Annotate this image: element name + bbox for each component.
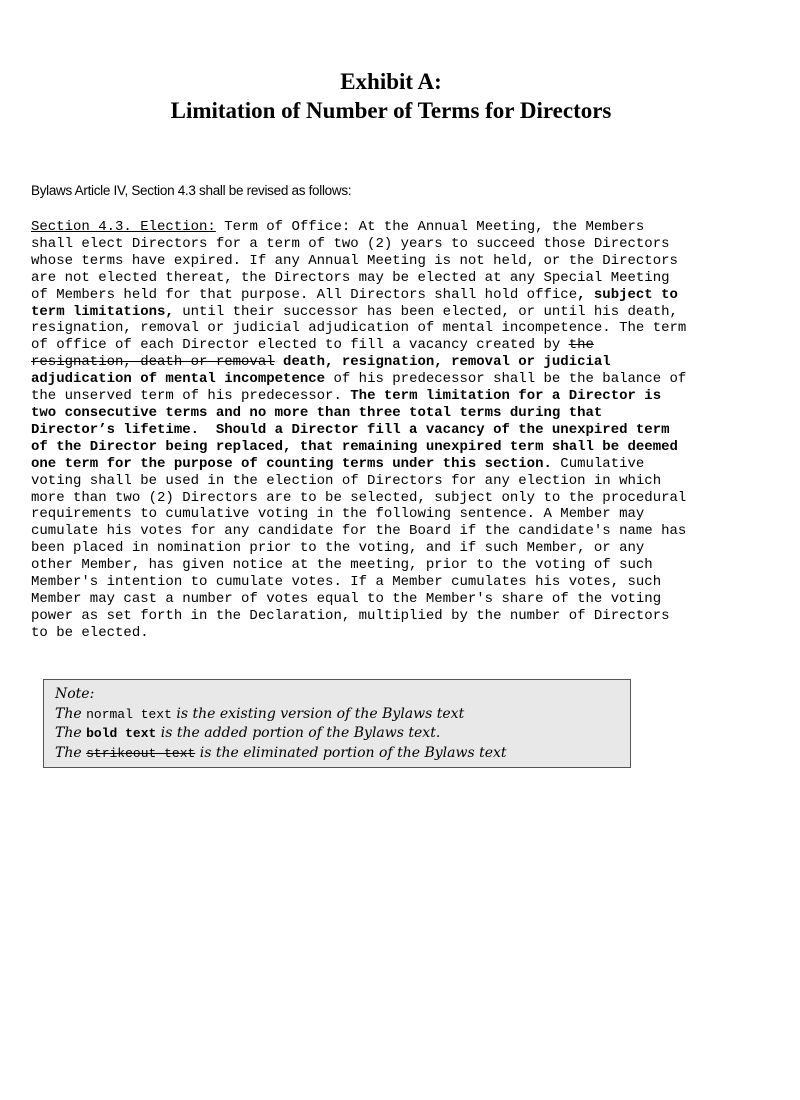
note-label: Note: [55,686,95,702]
removed-text-1: the resignation, death or removal [31,337,594,371]
body-segment-3: of his predecessor shall be the balance of the unserved term of his predecessor. [31,371,687,405]
body-segment-1: Term of Office: At the Annual Meeting, the Members shall elect Directors for a term of two (2) years to succeed those Directors whose terms have expired. If any Annual Meeting is not held, or the Directors are not elected thereat, the Directors may be elected at any Special Meeting of Members held for that purpose. All Directors shall hold office [31,219,678,303]
note-line-strike [55,744,507,764]
note-the: The [55,725,82,741]
added-text-3: The term limitation for a Director is two consecutive terms and no more than three total terms during that Director’s lifetime. Should a Director fill a vacancy of the unexpired term of the Director being replaced, that remaining unexpired term shall be deemed one term for the purpose of counting terms under this section. [31,388,678,472]
body-segment-2: until their successor has been elected, or until his death, resignation, removal or judicial adjudication of mental incompetence. The term of office of each Director elected to fill a vacancy created by [31,303,687,354]
note-the: The [55,744,82,761]
normal-text-description: is the existing version of the Bylaws text [171,705,465,722]
added-text-1: , subject to term limitations, [31,286,678,320]
section-heading: Section 4.3. Election: [31,219,216,235]
intro-paragraph: Bylaws Article IV, Section 4.3 shall be revised as follows: [31,183,352,198]
strikeout-text-description: is the eliminated portion of the Bylaws text [195,744,507,761]
normal-text-sample: normal text [86,706,172,722]
added-text-2: death, resignation, removal or judicial adjudication of mental incompetence [31,354,611,388]
note-the: The [55,705,82,722]
page-title: Exhibit A: [340,69,442,94]
bold-text-description: is the added portion of the Bylaws text. [156,725,441,741]
legend-note-box [43,679,631,768]
note-line-normal [55,705,507,725]
page-subtitle: Limitation of Number of Terms for Directors [170,98,612,123]
note-line-bold [55,724,507,744]
section-body [31,219,751,642]
strikeout-text-sample: strikeout text [86,745,196,761]
bold-text-sample: bold text [86,726,157,741]
legend-note-lines [55,685,507,763]
body-segment-4: Cumulative voting shall be used in the election of Directors for any election in which more than two (2) Directors are to be selected, subject only to the procedural requirements to cumulative voting in the following sentence. A Member may cumulate his votes for any candidate for the Board if the candidate's name has been placed in nomination prior to the voting, and if such Member, or any other Member, has given notice at the meeting, prior to the voting of such Member's intention to cumulate votes. If a Member cumulates his votes, such Member may cast a number of votes equal to the Member's share of the voting power as set forth in the Declaration, multiplied by the number of Directors to be elected. [31,455,687,641]
